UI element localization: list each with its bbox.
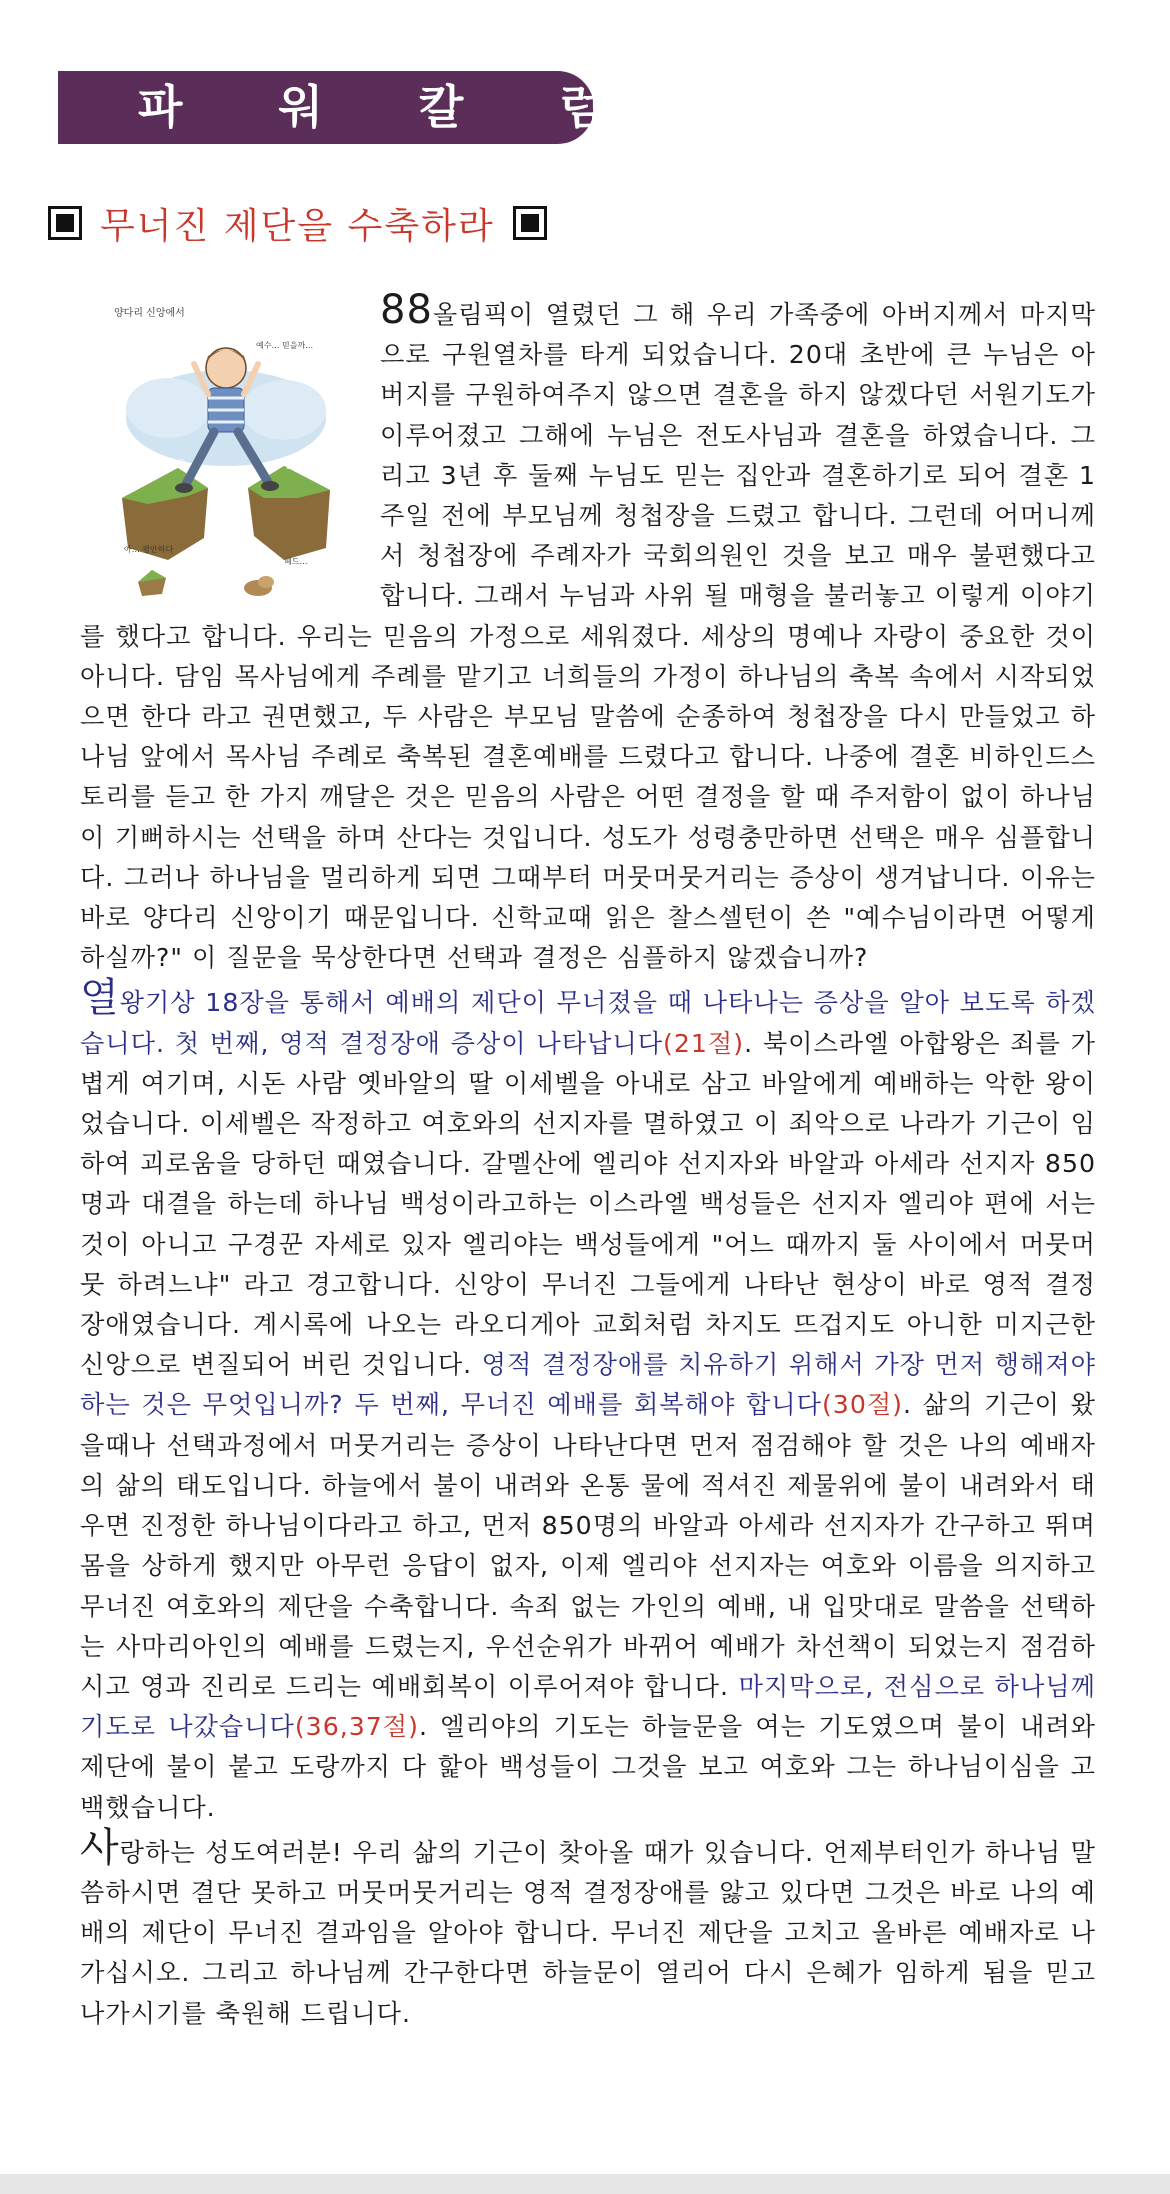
paragraph-3 [80,1824,1096,2034]
highlight-text: 영적 결정장애를 치유하기 위해서 가장 먼저 행해져야 하는 것은 무엇입니까? 두 번째, 무너진 예배를 회복해야 합니다 [80,1350,1096,1420]
dropcap: 열 [80,975,120,1022]
figure-space [80,290,380,610]
paragraph-text: . 엘리야의 기도는 하늘문을 여는 기도였으며 불이 내려와 제단에 불이 붙고 도랑까지 다 핥아 백성들이 그것을 보고 여호와 그는 하나님이심을 고백했습니다. [80,1712,1097,1822]
verse-reference: (30절) [821,1390,904,1420]
article-title: 무너진 제단을 수축하라 [100,205,495,247]
verse-reference: (36,37절) [294,1712,419,1742]
dropcap: 88 [380,287,433,333]
highlight-text: 마지막으로, 전심으로 하나님께 기도로 나갔습니다 [80,1671,1096,1742]
paragraph-text: 랑하는 성도여러분! 우리 삶의 기근이 찾아올 때가 있습니다. 언제부터인가 하나님 말씀하시면 결단 못하고 머뭇머뭇거리는 영적 결정장애를 앓고 있다면 그것은 바로 나의 예배의 제단이 무너진 결과임을 알아야 합니다. 무너진 제단을 고치고 올바른 예배자로 나가십시오. 그리고 하나님께 간구한다면 하늘문이 열리어 다시 은혜가 임하게 됨을 믿고 나가시기를 축원해 드립니다. [80,1837,1096,2028]
paragraph-text: 올림픽이 열렸던 그 해 우리 가족중에 아버지께서 마지막으로 구원열차를 타게 되었습니다. 20대 초반에 큰 누님은 아버지를 구원하여주지 않으면 결혼을 하지 않겠다던 서원기도가 이루어졌고 그해에 누님은 전도사님과 결혼을 하였습니다. 그리고 3년 후 둘째 누님도 믿는 집안과 결혼하기로 되어 결혼 1주일 전에 부모님께 청첩장을 드렸고 합니다. 그런데 어머니께서 청첩장에 주례자가 국회의원인 것을 보고 매우 불편했다고 합니다. 그래서 누님과 사위 될 매형을 불러놓고 이렇게 이야기를 했다고 합니다. 우리는 믿음의 가정으로 세워졌다. 세상의 명예나 자랑이 중요한 것이 아니다. 담임 목사님에게 주례를 맡기고 너희들의 가정이 하나님의 축복 속에서 시작되었으면 한다 라고 권면했고, 두 사람은 부모님 말씀에 순종하여 청첩장을 다시 만들었고 하나님 앞에서 목사님 주례로 축복된 결혼예배를 드렸다고 합니다. 나중에 결혼 비하인드스토리를 듣고 한 가지 깨달은 것은 믿음의 사람은 어떤 결정을 할 때 주저함이 없이 하나님이 기뻐하시는 선택을 하며 산다는 것입니다. 성도가 성령충만하면 선택은 매우 심플합니다. 그러나 하나님을 멀리하게 되면 그때부터 머뭇머뭇거리는 증상이 생겨납니다. 이유는 바로 양다리 신앙이기 때문입니다. 신학교때 읽은 찰스셀턴이 쓴 "예수님이라면 어떻게 하실까?" 이 질문을 묵상한다면 선택과 결정은 심플하지 않겠습니까? [80,300,1096,973]
dropcap: 사 [80,1824,120,1871]
square-bullet-icon [513,206,547,240]
highlight-text: 왕기상 18장을 통해서 예배의 제단이 무너졌을 때 나타나는 증상을 알아 보도록 하겠습니다. 첫 번째, 영적 결정장애 증상이 나타납니다 [80,988,1096,1058]
verse-reference: (21절) [663,1028,745,1058]
cartoon-label-sin: 죄 [286,460,297,473]
paragraph-2 [80,975,1097,1827]
paragraph-text: . 북이스라엘 아합왕은 죄를 가볍게 여기며, 시돈 사람 옛바알의 딸 이세벨을 아내로 삼고 바알에게 예배하는 악한 왕이었습니다. 이세벨은 작정하고 여호와의 선지자를 멸하였고 이 죄악으로 나라가 기근이 임하여 괴로움을 당하던 때였습니다. 갈멜산에 엘리야 선지자와 바알과 아세라 선지자 850명과 대결을 하는데 하나님 백성이라고하는 이스라엘 백성들은 선지자 엘리야 편에 서는 것이 아니고 구경꾼 자세로 있자 엘리야는 백성들에게 "어느 때까지 둘 사이에서 머뭇머뭇 하려느냐" 라고 경고합니다. 신앙이 무너진 그들에게 나타난 현상이 바로 영적 결정 장애였습니다. 계시록에 나오는 라오디게아 교회처럼 차지도 뜨겁지도 아니한 미지근한 신앙으로 변질되어 버린 것입니다. [80,1028,1096,1380]
article-title-row [48,198,547,248]
cartoon-note-bottom-right: 헤드… [284,557,308,566]
page-bottom-bar [0,2174,1170,2194]
column-banner: 파 워 칼 럼 [58,71,594,144]
cartoon-caption: 양다리 신앙에서 [114,308,185,319]
cartoon-note: 예수… 믿을까… [256,341,314,350]
paragraph-text: . 삶의 기근이 왔을때나 선택과정에서 머뭇거리는 증상이 나타난다면 먼저 점검해야 할 것은 나의 예배자의 삶의 태도입니다. 하늘에서 불이 내려와 온통 물에 적셔진 제물위에 불이 내려와서 태우면 진정한 하나님이다라고 하고, 먼저 850명의 바알과 아세라 선지자가 간구하고 뛰며 몸을 상하게 했지만 아무런 응답이 없자, 이제 엘리야 선지자는 여호와 이름을 의지하고 무너진 여호와의 제단을 수축합니다. 속죄 없는 가인의 예배, 내 입맛대로 말씀을 선택하는 사마리아인의 예배를 드렸는지, 우선순위가 바뀌어 예배가 차선책이 되었는지 점검하시고 영과 진리로 드리는 예배회복이 이루어져야 합니다. [80,1390,1096,1701]
article-body [80,287,1097,2034]
square-bullet-icon [48,206,82,240]
cartoon-label-faith: 믿음 [166,458,188,471]
cartoon-note-bottom-left: 아… 평안하다 [124,545,174,554]
